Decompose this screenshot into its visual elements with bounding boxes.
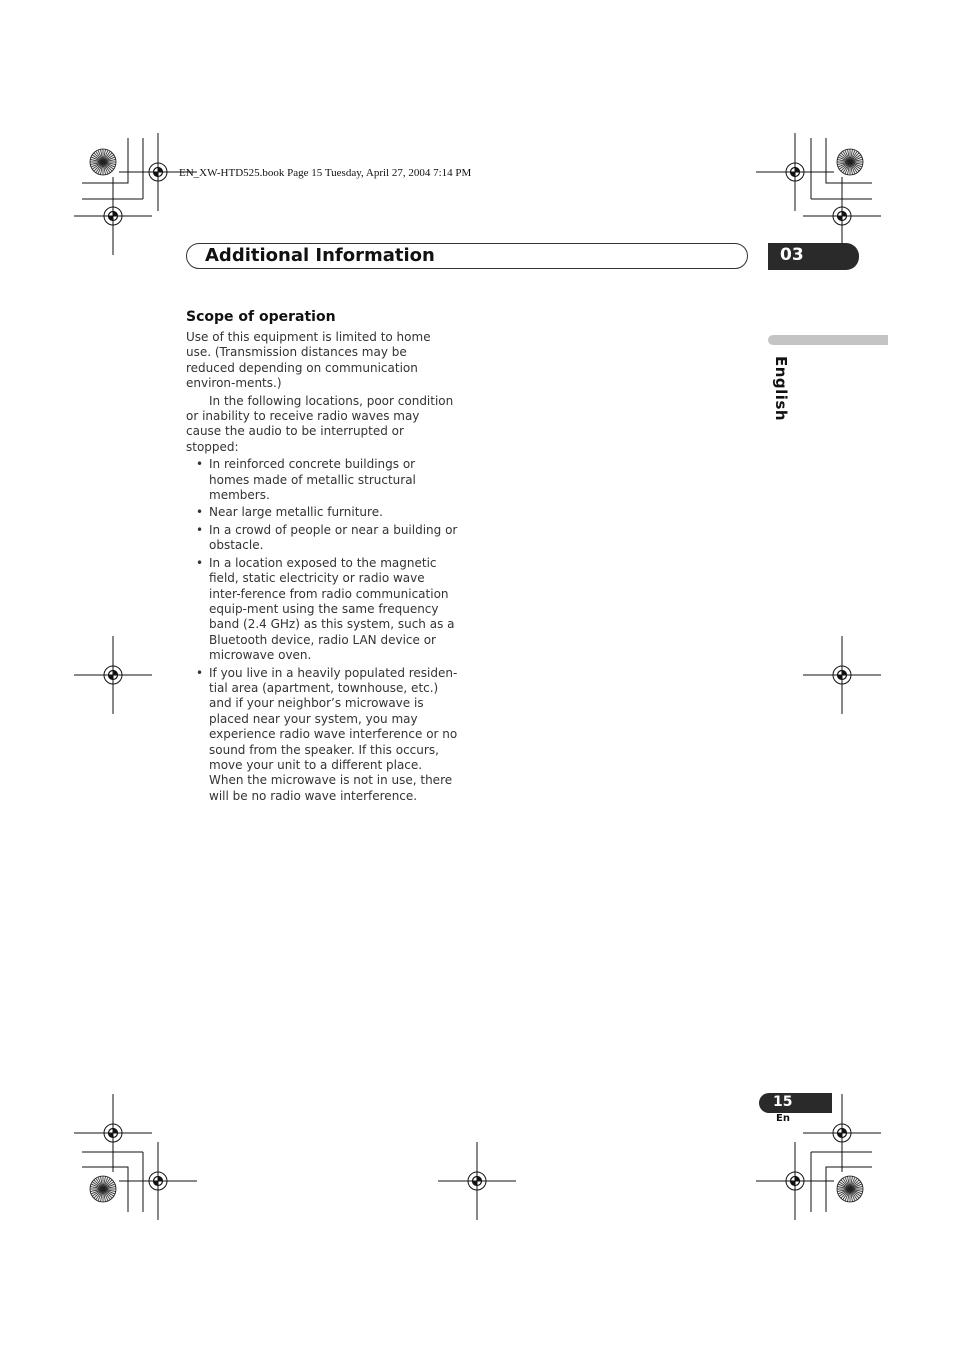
chapter-header	[186, 243, 748, 269]
intro-paragraph: Use of this equipment is limited to home use. (Transmission distances may be reduced depending on communication environ-ments.)	[186, 330, 431, 391]
page-number: 15	[773, 1094, 793, 1110]
locations-list	[186, 457, 458, 804]
bullet-icon: •	[196, 505, 204, 520]
print-slug: EN_XW-HTD525.book Page 15 Tuesday, April 27, 2004 7:14 PM	[179, 167, 472, 179]
language-tab-label: English	[772, 356, 790, 422]
lead-paragraph: In the following locations, poor condition or inability to receive radio waves may cause the audio to be interrupted or stopped:	[186, 393, 454, 454]
chapter-title: Additional Information	[205, 245, 435, 266]
page-language-code: En	[776, 1113, 790, 1124]
list-item	[186, 556, 458, 664]
list-item	[186, 457, 458, 503]
bullet-icon: •	[196, 522, 204, 537]
list-item-text: In a location exposed to the magnetic field, static electricity or radio wave inter-ference from radio communication equip-ment using the same frequency band (2.4 GHz) as this system, such as a Bluetooth device, radio LAN device or microwave oven.	[209, 555, 455, 663]
main-content	[186, 308, 458, 806]
bullet-icon: •	[196, 457, 204, 472]
language-tab-bar	[768, 335, 888, 345]
page-number-badge	[759, 1093, 832, 1113]
list-item	[186, 505, 458, 520]
list-item-text: Near large metallic furniture.	[209, 505, 383, 520]
bullet-icon: •	[196, 665, 204, 680]
list-item-text: In reinforced concrete buildings or homes made of metallic structural members.	[209, 457, 416, 503]
chapter-badge	[768, 243, 859, 270]
list-item-text: In a crowd of people or near a building or obstacle.	[209, 522, 458, 553]
list-item-text: If you live in a heavily populated residen-tial area (apartment, townhouse, etc.) and if your neighbor’s microwave is placed near your system, you may experience radio wave interference or no sound from the speaker. If this occurs, move your unit to a different place. When the microwave is not in use, there will be no radio wave interference.	[209, 665, 458, 803]
bullet-icon: •	[196, 555, 204, 570]
chapter-number: 03	[780, 245, 804, 265]
list-item	[186, 666, 458, 805]
list-item	[186, 523, 458, 554]
section-heading: Scope of operation	[186, 309, 336, 325]
